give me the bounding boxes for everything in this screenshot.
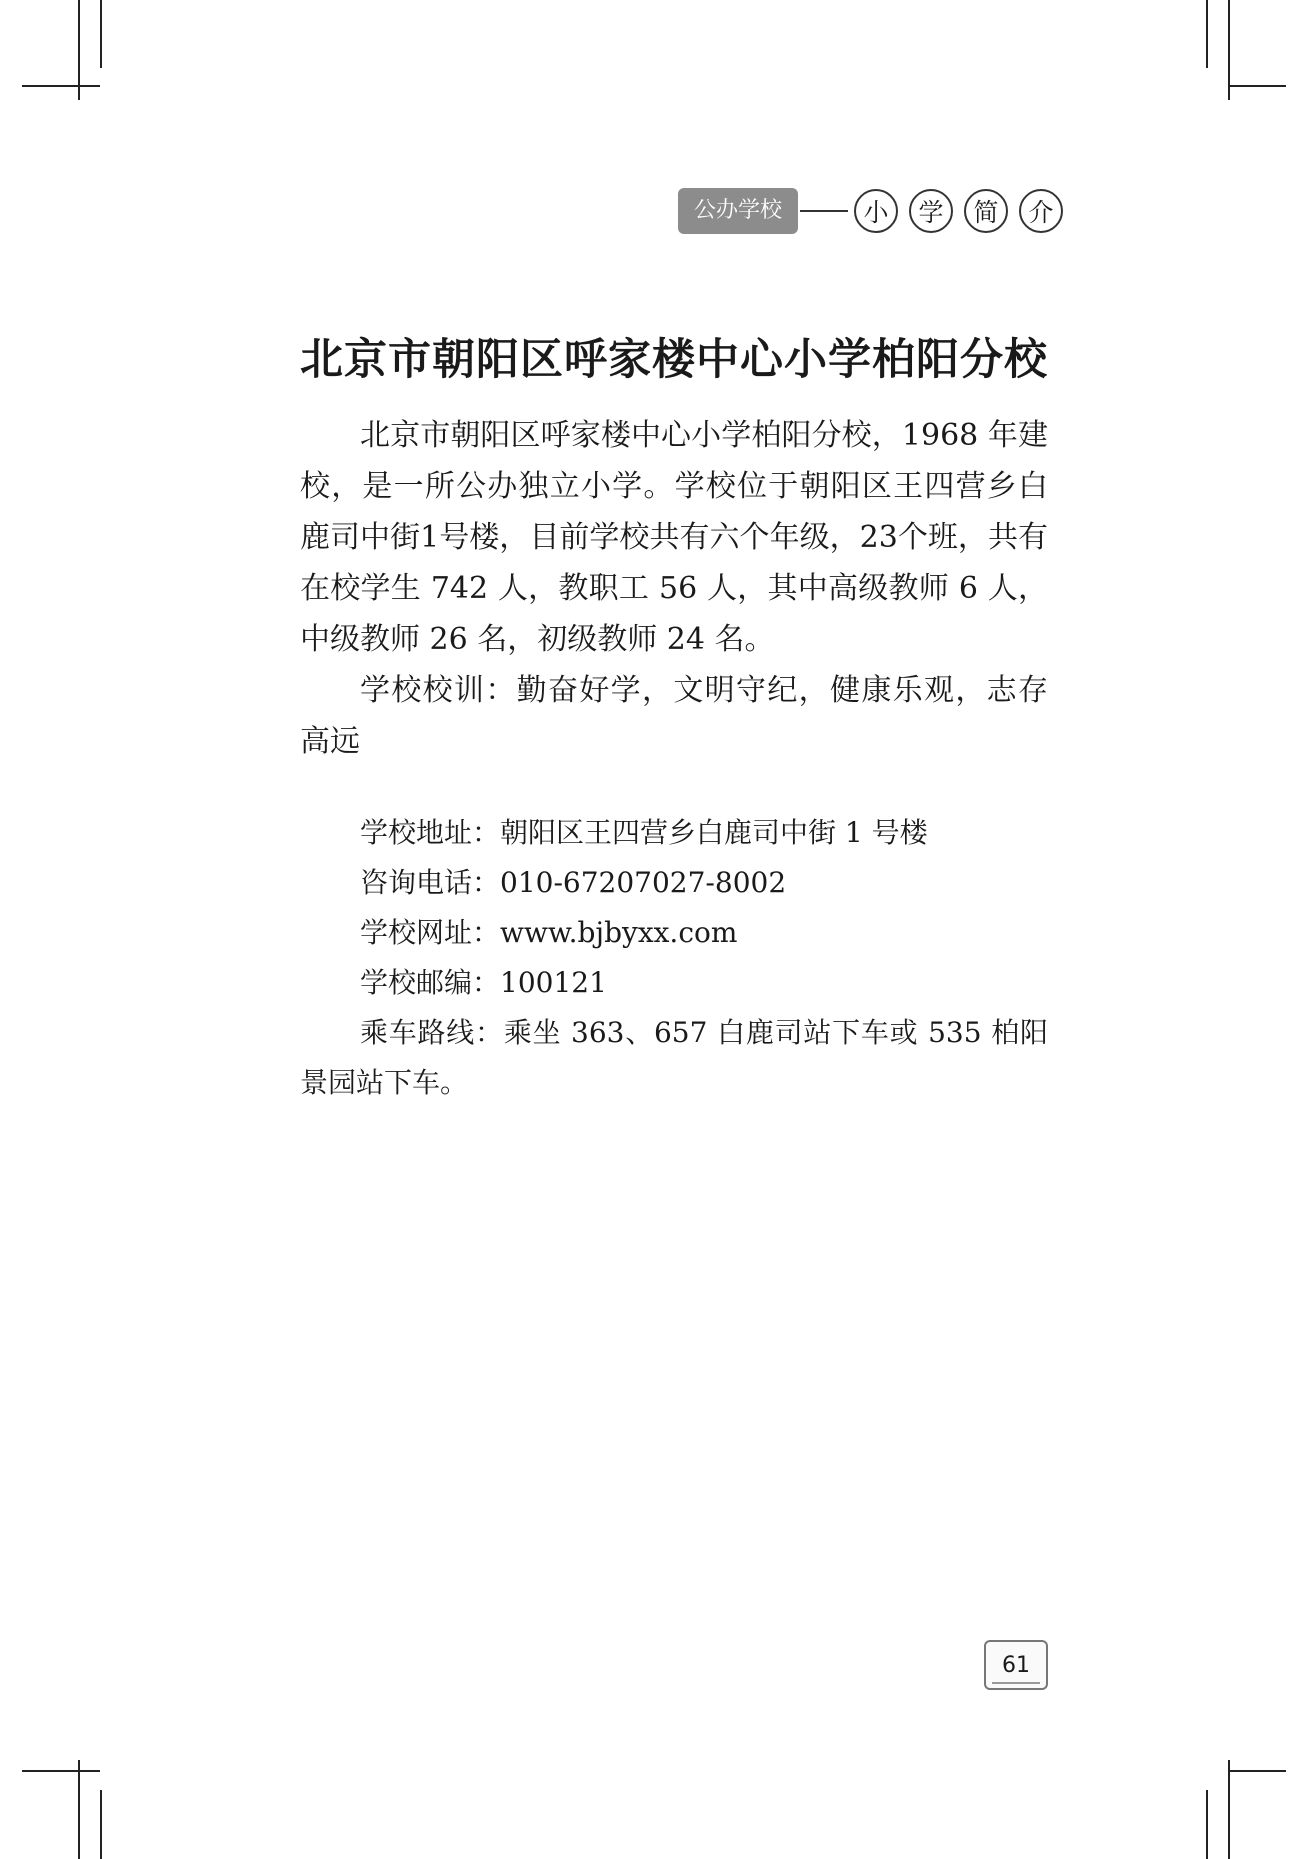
- crop-mark: [1228, 1760, 1230, 1859]
- paragraph: 北京市朝阳区呼家楼中心小学柏阳分校，1968 年建校，是一所公办独立小学。学校位于朝阳区王四营乡白鹿司中街1号楼，目前学校共有六个年级，23个班，共有在校学生 742 人，教职工 56 人，其中高级教师 6 人，中级教师 26 名，初级教师 24 名。: [300, 418, 1048, 657]
- info-row-phone: [300, 858, 1048, 908]
- crop-mark: [78, 0, 80, 100]
- info-label: 学校网址：: [360, 916, 501, 949]
- page-title: 北京市朝阳区呼家楼中心小学柏阳分校: [300, 335, 1048, 385]
- crop-mark: [1206, 1790, 1208, 1859]
- crop-mark: [1228, 85, 1286, 87]
- info-value: 010-67207027-8002: [500, 866, 787, 899]
- header-circle-char: 介: [1019, 189, 1063, 233]
- info-value: 100121: [500, 966, 607, 999]
- running-header: [678, 188, 1074, 234]
- paragraph: 学校校训：勤奋好学，文明守纪，健康乐观，志存高远: [300, 673, 1048, 759]
- info-row-postcode: [300, 958, 1048, 1008]
- info-row-address: [300, 808, 1048, 858]
- crop-mark: [100, 1790, 102, 1859]
- header-circle-char: 简: [964, 189, 1008, 233]
- info-row-transit: [300, 1008, 1048, 1108]
- page-number: 61: [984, 1640, 1048, 1690]
- info-row-website: [300, 908, 1048, 958]
- info-label: 学校邮编：: [360, 966, 501, 999]
- crop-mark: [100, 0, 102, 68]
- info-value: 朝阳区王四营乡白鹿司中街 1 号楼: [500, 816, 928, 849]
- header-circle-char: 小: [854, 189, 898, 233]
- info-label: 咨询电话：: [360, 866, 501, 899]
- crop-mark: [1228, 1770, 1286, 1772]
- crop-mark: [78, 1760, 80, 1859]
- body-text: [300, 410, 1048, 767]
- crop-mark: [22, 1770, 100, 1772]
- crop-mark: [22, 85, 100, 87]
- info-value: 乘坐 363、657 白鹿司站下车或 535 柏阳景园站下车。: [300, 1016, 1048, 1099]
- crop-mark: [1206, 0, 1208, 68]
- info-value: www.bjbyxx.com: [500, 916, 738, 949]
- info-label: 乘车路线：: [360, 1016, 504, 1049]
- contact-info: [300, 808, 1048, 1108]
- crop-mark: [1228, 0, 1230, 100]
- info-label: 学校地址：: [360, 816, 501, 849]
- section-tag: 公办学校: [678, 188, 798, 234]
- header-circle-char: 学: [909, 189, 953, 233]
- header-dash: [800, 210, 848, 212]
